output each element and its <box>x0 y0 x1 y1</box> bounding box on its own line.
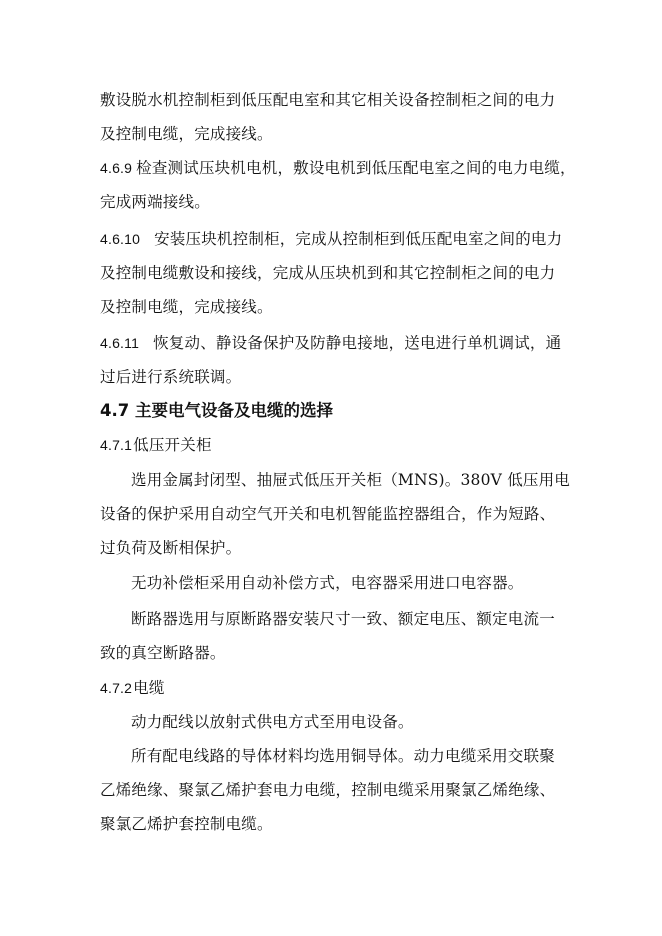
paragraph-line: 动力配线以放射式供电方式至用电设备。 <box>131 713 414 731</box>
clause-text: 检查测试压块机电机，敷设电机到低压配电室之间的电力电缆， <box>136 159 576 177</box>
clause-text: 安装压块机控制柜，完成从控制柜到低压配电室之间的电力 <box>154 230 563 248</box>
subsection-number: 4.7.2 <box>100 680 133 696</box>
paragraph-line: 选用金属封闭型、抽屉式低压开关柜（MNS)。380V 低压用电 <box>131 471 571 489</box>
paragraph-line: 聚氯乙烯护套控制电缆。 <box>100 815 273 833</box>
paragraph-line: 所有配电线路的导体材料均选用铜导体。动力电缆采用交联聚 <box>131 747 555 765</box>
clause-4-6-10 <box>100 228 562 250</box>
clause-4-6-9 <box>100 157 576 179</box>
clause-4-6-11 <box>100 332 561 354</box>
text-line: 及控制电缆，完成接线。 <box>100 298 273 316</box>
subsection-title: 低压开关柜 <box>133 436 212 454</box>
subsection-number: 4.7.1 <box>100 437 133 453</box>
text-line: 过后进行系统联调。 <box>100 368 242 386</box>
paragraph-line: 过负荷及断相保护。 <box>100 539 242 557</box>
text-line: 完成两端接线。 <box>100 193 210 211</box>
clause-number: 4.6.9 <box>100 160 133 176</box>
paragraph-line: 乙烯绝缘、聚氯乙烯护套电力电缆，控制电缆采用聚氯乙烯绝缘、 <box>100 781 556 799</box>
paragraph-line: 致的真空断路器。 <box>100 644 226 662</box>
paragraph-line: 无功补偿柜采用自动补偿方式，电容器采用进口电容器。 <box>131 574 524 592</box>
clause-number: 4.6.11 <box>100 335 140 351</box>
subsection-title: 电缆 <box>133 679 165 697</box>
subsection-4-7-2 <box>100 677 165 699</box>
clause-number: 4.6.10 <box>100 231 141 247</box>
text-line: 及控制电缆敷设和接线，完成从压块机到和其它控制柜之间的电力 <box>100 264 556 282</box>
section-heading-4-7: 4.7 主要电气设备及电缆的选择 <box>100 401 333 420</box>
clause-text: 恢复动、静设备保护及防静电接地，送电进行单机调试，通 <box>153 334 562 352</box>
paragraph-line: 设备的保护采用自动空气开关和电机智能监控器组合，作为短路、 <box>100 505 556 523</box>
text-line: 及控制电缆，完成接线。 <box>100 125 273 143</box>
subsection-4-7-1 <box>100 434 212 456</box>
text-line: 敷设脱水机控制柜到低压配电室和其它相关设备控制柜之间的电力 <box>100 91 556 109</box>
paragraph-line: 断路器选用与原断路器安装尺寸一致、额定电压、额定电流一 <box>131 610 555 628</box>
